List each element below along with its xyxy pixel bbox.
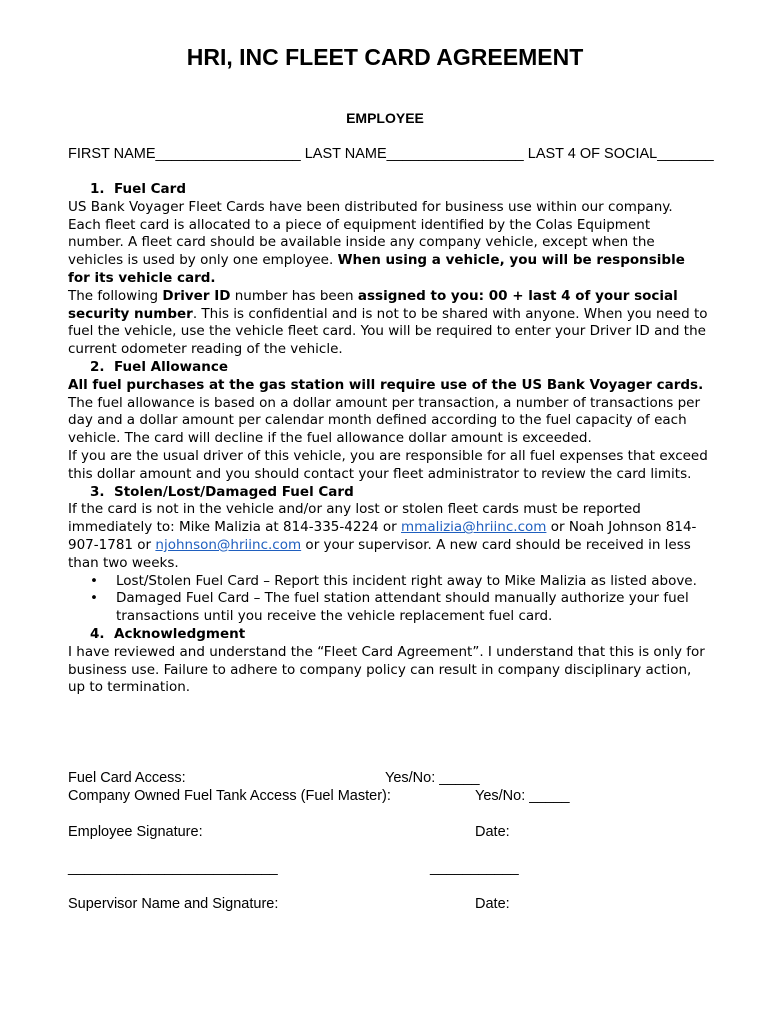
- fuel-allowance-paragraph: The fuel allowance is based on a dollar amount per transaction, a number of transactions per day and a dollar amount per calendar month defined according to the fuel capacity of each vehicle. The card will decline if the fuel allowance dollar amount is exceeded.: [68, 394, 701, 447]
- list-item: • Lost/Stolen Fuel Card – Report this incident right away to Mike Malizia as listed above.: [90, 572, 697, 589]
- card-issue-list: [68, 573, 708, 626]
- bullet-icon: •: [90, 572, 98, 589]
- tank-access-yesno[interactable]: Yes/No: _____: [475, 788, 570, 804]
- supervisor-signature-label: Supervisor Name and Signature:: [68, 896, 279, 912]
- fuel-card-access-label: Fuel Card Access:: [68, 770, 186, 786]
- email-link-mmalizia[interactable]: mmalizia@hriinc.com: [401, 519, 547, 536]
- section-heading-stolen-card: 3. Stolen/Lost/Damaged Fuel Card: [90, 483, 354, 500]
- fuel-card-access-yesno[interactable]: Yes/No: _____: [385, 770, 480, 786]
- section-heading-fuel-allowance: 2. Fuel Allowance: [90, 358, 228, 375]
- email-link-njohnson[interactable]: njohnson@hriinc.com: [155, 536, 302, 553]
- fuel-card-paragraph: US Bank Voyager Fleet Cards have been distributed for business use within our company. Each fleet card is allocated to a piece of equipment identified by the Colas Equipment number. A fleet card should be available inside any company vehicle, except when the vehicles is used by only one employee. When using a vehicle, you will be responsible for its vehicle card.: [68, 198, 685, 286]
- section-heading-fuel-card: 1. Fuel Card: [90, 181, 186, 197]
- employee-signature-label: Employee Signature:: [68, 824, 203, 840]
- employee-date-line[interactable]: ___________: [430, 860, 519, 876]
- bullet-icon: •: [90, 590, 98, 607]
- tank-access-label: Company Owned Fuel Tank Access (Fuel Master):: [68, 788, 391, 804]
- employee-subtitle: EMPLOYEE: [346, 110, 424, 126]
- page-title: HRI, INC FLEET CARD AGREEMENT: [186, 44, 584, 70]
- report-paragraph: If the card is not in the vehicle and/or any lost or stolen fleet cards must be reported immediately to: Mike Malizia at 814-335-4224 or mmalizia@hriinc.com or Noah Johnson 814-907-1781 or njohnson@hriinc.com or your supervisor. A new card should be received in less than two weeks.: [68, 501, 697, 571]
- employee-date-label: Date:: [475, 824, 510, 840]
- agreement-body: [68, 181, 708, 697]
- fuel-card-access-row: [68, 770, 480, 786]
- supervisor-date-label: Date:: [475, 896, 510, 912]
- fuel-purchases-notice: All fuel purchases at the gas station will require use of the US Bank Voyager cards.: [68, 376, 704, 393]
- section-heading-acknowledgment: 4. Acknowledgment: [90, 625, 246, 642]
- employee-signature-row: [68, 824, 510, 840]
- tank-access-row: [68, 788, 570, 804]
- list-item: • Damaged Fuel Card – The fuel station attendant should manually authorize your fuel transactions until you receive the vehicle replacement fuel card.: [90, 590, 689, 625]
- acknowledgment-paragraph: I have reviewed and understand the “Fleet Card Agreement”. I understand that this is only for business use. Failure to adhere to company policy can result in company disciplinary action, up to termination.: [68, 643, 705, 696]
- employee-fields-line: FIRST NAME__________________ LAST NAME_________________ LAST 4 OF SOCIAL_______: [68, 146, 714, 162]
- usual-driver-paragraph: If you are the usual driver of this vehicle, you are responsible for all fuel expenses that exceed this dollar amount and you should contact your fleet administrator to review the card limits.: [68, 447, 708, 482]
- signature-lines-row: [68, 860, 519, 876]
- driver-id-paragraph: The following Driver ID number has been assigned to you: 00 + last 4 of your social security number. This is confidential and is not to be shared with anyone. When you need to fuel the vehicle, use the vehicle fleet card. You will be required to enter your Driver ID and the current odometer reading of the vehicle.: [68, 287, 708, 358]
- employee-signature-line[interactable]: __________________________: [68, 860, 278, 876]
- supervisor-signature-row: [68, 896, 510, 912]
